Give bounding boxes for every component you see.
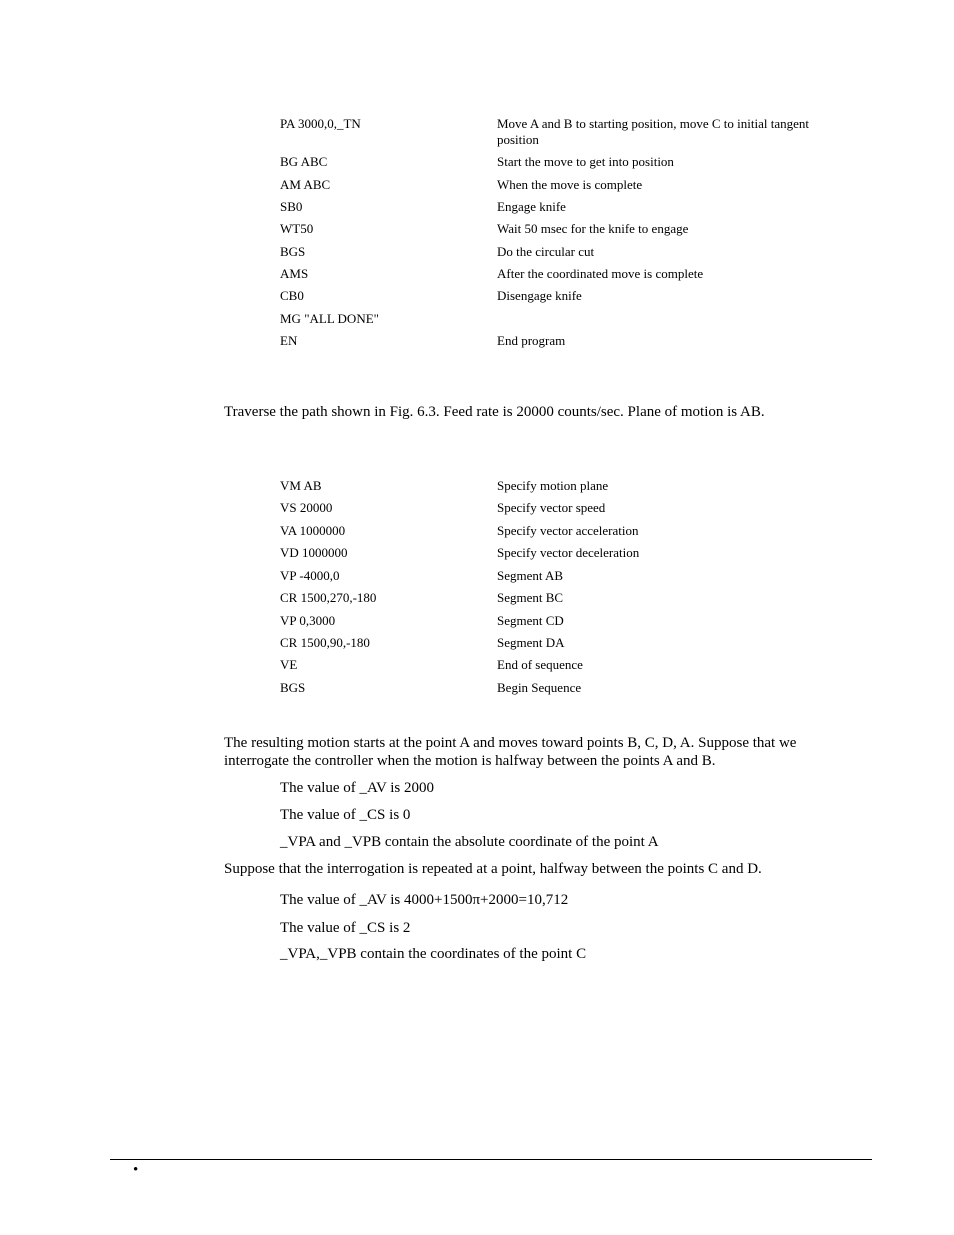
command-cell: PA 3000,0,_TN <box>280 116 361 131</box>
command-cell: VE <box>280 657 298 672</box>
description-cell: Segment BC <box>497 590 564 605</box>
interrogation-line: The value of _CS is 0 <box>280 807 411 823</box>
interrogation-line: _VPA and _VPB contain the absolute coordinate of the point A <box>280 834 659 850</box>
description-cell: End of sequence <box>497 657 583 672</box>
command-cell: AM ABC <box>280 177 331 192</box>
description-cell: Disengage knife <box>497 288 582 303</box>
description-cell: Begin Sequence <box>497 680 582 695</box>
description-cell: Start the move to get into position <box>497 154 674 169</box>
command-cell: VM AB <box>280 478 322 493</box>
command-cell: BGS <box>280 244 306 259</box>
description-cell: Specify motion plane <box>497 478 609 493</box>
description-cell: Specify vector speed <box>497 500 606 515</box>
description-cell: Specify vector acceleration <box>497 523 639 538</box>
command-cell: MG "ALL DONE" <box>280 311 379 326</box>
command-cell: EN <box>280 333 298 348</box>
description-cell: Segment CD <box>497 613 564 628</box>
description-cell: Segment AB <box>497 568 564 583</box>
command-cell: SB0 <box>280 199 303 214</box>
command-cell: VS 20000 <box>280 500 333 515</box>
interrogation-line: The value of _AV is 2000 <box>280 780 435 796</box>
footer-divider <box>110 1159 872 1160</box>
intro-paragraph: Traverse the path shown in Fig. 6.3. Feed rate is 20000 counts/sec. Plane of motion is AB. <box>224 404 765 420</box>
description-cell: End program <box>497 333 566 348</box>
interrogation-line: The value of _CS is 2 <box>280 920 411 936</box>
command-cell: WT50 <box>280 221 314 236</box>
command-cell: BGS <box>280 680 306 695</box>
interrogation-line: _VPA,_VPB contain the coordinates of the point C <box>280 946 587 962</box>
description-cell: Move A and B to starting position, move C to initial tangent position <box>497 116 809 147</box>
interrogation-line: The value of _AV is 4000+1500π+2000=10,712 <box>280 892 569 908</box>
command-cell: VA 1000000 <box>280 523 346 538</box>
command-cell: BG ABC <box>280 154 328 169</box>
footer-bullet: • <box>133 1162 139 1178</box>
description-cell: Segment DA <box>497 635 565 650</box>
description-cell: When the move is complete <box>497 177 643 192</box>
command-cell: CB0 <box>280 288 304 303</box>
command-cell: CR 1500,90,-180 <box>280 635 370 650</box>
description-cell: Specify vector deceleration <box>497 545 640 560</box>
command-cell: AMS <box>280 266 309 281</box>
description-cell: After the coordinated move is complete <box>497 266 704 281</box>
repeat-paragraph: Suppose that the interrogation is repeated at a point, halfway between the points C and D. <box>224 861 762 877</box>
description-cell: Do the circular cut <box>497 244 595 259</box>
command-cell: CR 1500,270,-180 <box>280 590 377 605</box>
description-cell: Wait 50 msec for the knife to engage <box>497 221 689 236</box>
command-cell: VD 1000000 <box>280 545 348 560</box>
command-cell: VP -4000,0 <box>280 568 340 583</box>
command-cell: VP 0,3000 <box>280 613 336 628</box>
description-cell: Engage knife <box>497 199 566 214</box>
result-paragraph: The resulting motion starts at the point A and moves toward points B, C, D, A. Suppose that we interrogate the controller when the motion is halfway between the points A and B. <box>224 735 797 769</box>
